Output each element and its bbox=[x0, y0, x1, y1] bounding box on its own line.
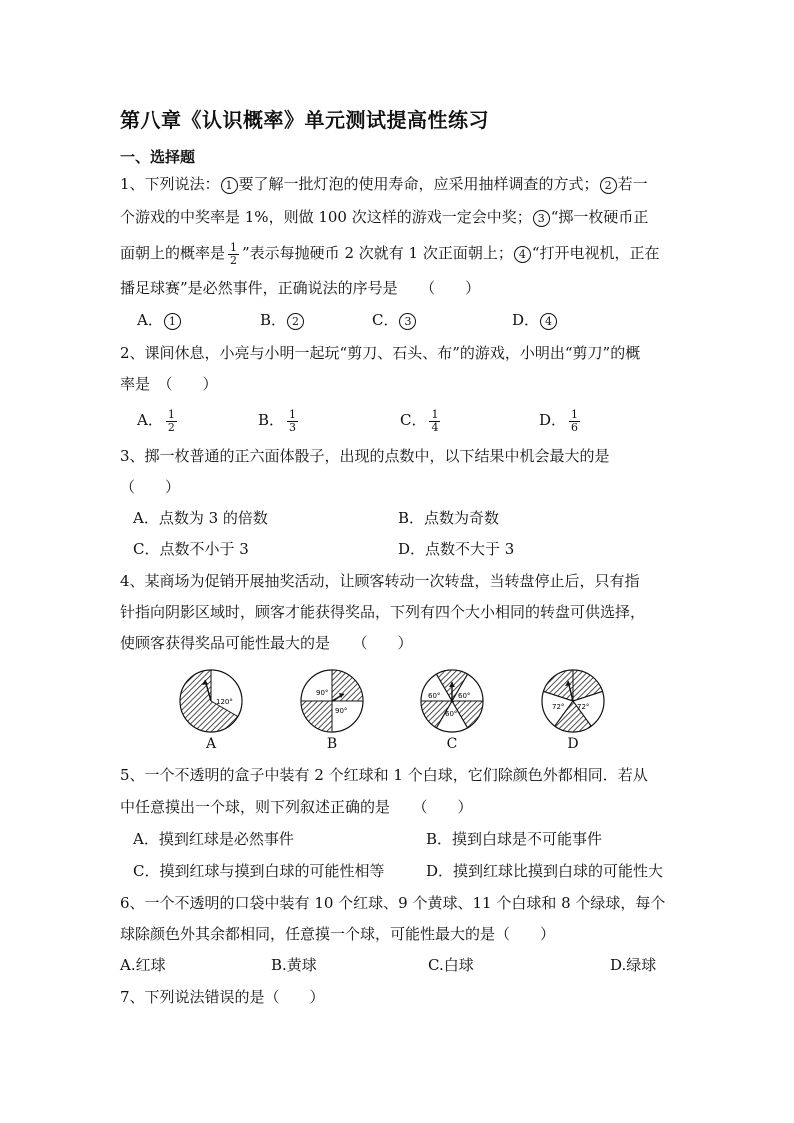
circled-number: 2 bbox=[600, 177, 617, 194]
q1-line-4: 播足球赛”是必然事件，正确说法的序号是 （ ） bbox=[120, 279, 481, 297]
q6-line-2: 球除颜色外其余都相同，任意摸一个球，可能性最大的是（ ） bbox=[120, 925, 556, 943]
q3-line-2: （ ） bbox=[120, 478, 181, 496]
fraction-numerator: 1 bbox=[230, 240, 238, 254]
q3-option-b: B．点数为奇数 bbox=[398, 509, 500, 527]
q4-line-1: 4、某商场为促销开展抽奖活动，让顾客转动一次转盘，当转盘停止后，只有指 bbox=[120, 572, 640, 590]
circled-number: 4 bbox=[514, 246, 531, 263]
option-label: C． bbox=[400, 411, 427, 429]
q1-text: 若一 bbox=[617, 175, 648, 193]
q5-option-b: B．摸到白球是不可能事件 bbox=[426, 830, 603, 848]
option-label: B． bbox=[260, 311, 287, 329]
q2-option-c bbox=[400, 404, 443, 436]
spinner-c-figure bbox=[419, 668, 485, 734]
fraction bbox=[429, 409, 440, 434]
q1-text: ”表示每抛硬币 2 次就有 1 次正面朝上； bbox=[242, 244, 513, 262]
spinner-label: D bbox=[567, 736, 579, 752]
q2-option-d bbox=[539, 404, 583, 436]
fraction-denominator: 3 bbox=[289, 420, 297, 434]
fraction-numerator: 1 bbox=[431, 407, 439, 421]
fraction bbox=[287, 409, 298, 434]
q5-line-1: 5、一个不透明的盒子中装有 2 个红球和 1 个白球，它们除颜色外都相同．若从 bbox=[120, 766, 648, 784]
q2-option-a bbox=[137, 404, 180, 436]
spinner-d-figure bbox=[540, 668, 606, 734]
option-label: D． bbox=[539, 411, 567, 429]
q1-text: “打开电视机，正在 bbox=[531, 244, 660, 262]
q3-option-d: D．点数不大于 3 bbox=[398, 540, 515, 558]
spinner-c bbox=[419, 668, 485, 752]
circled-number: 3 bbox=[399, 313, 416, 330]
q3-line-1: 3、掷一枚普通的正六面体骰子，出现的点数中，以下结果中机会最大的是 bbox=[120, 447, 610, 465]
angle-label: 60° bbox=[458, 692, 471, 700]
option-label: D． bbox=[512, 311, 540, 329]
q7-line-1: 7、下列说法错误的是（ ） bbox=[120, 988, 325, 1006]
q6-option-d: D.绿球 bbox=[610, 956, 657, 974]
circled-number: 1 bbox=[221, 177, 238, 194]
q1-line-1 bbox=[120, 174, 648, 194]
q5-option-d: D．摸到红球比摸到白球的可能性大 bbox=[426, 862, 664, 880]
fraction bbox=[228, 242, 239, 267]
spinner-b-figure bbox=[299, 668, 365, 734]
fraction-numerator: 1 bbox=[167, 407, 175, 421]
circled-number: 4 bbox=[540, 313, 557, 330]
q1-option-b bbox=[260, 310, 305, 330]
angle-label: 60° bbox=[428, 692, 441, 700]
q1-text: 个游戏的中奖率是 1%，则做 100 次这样的游戏一定会中奖； bbox=[120, 208, 532, 226]
q4-line-2: 针指向阴影区域时，顾客才能获得奖品，下列有四个大小相同的转盘可供选择， bbox=[120, 603, 646, 621]
angle-label: 60° bbox=[445, 710, 458, 718]
circled-number: 3 bbox=[533, 210, 550, 227]
spinner-label: C bbox=[446, 736, 458, 752]
page-title: 第八章《认识概率》单元测试提高性练习 bbox=[120, 108, 489, 132]
q1-text: 1、下列说法： bbox=[120, 175, 220, 193]
angle-label: 120° bbox=[216, 698, 233, 706]
fraction-denominator: 2 bbox=[230, 253, 238, 267]
angle-label: 90° bbox=[335, 707, 348, 715]
spinner-label: A bbox=[205, 736, 217, 752]
q5-line-2: 中任意摸出一个球，则下列叙述正确的是 （ ） bbox=[120, 798, 473, 816]
q1-text: 要了解一批灯泡的使用寿命，应采用抽样调查的方式； bbox=[238, 175, 599, 193]
circled-number: 2 bbox=[287, 313, 304, 330]
spinner-a-figure bbox=[178, 668, 244, 734]
circled-number: 1 bbox=[164, 313, 181, 330]
fraction-numerator: 1 bbox=[289, 407, 297, 421]
q3-option-c: C．点数不小于 3 bbox=[133, 540, 249, 558]
fraction-denominator: 2 bbox=[167, 420, 175, 434]
q6-option-c: C.白球 bbox=[428, 956, 474, 974]
q2-line-1: 2、课间休息，小亮与小明一起玩“剪刀、石头、布”的游戏，小明出“剪刀”的概 bbox=[120, 344, 641, 362]
angle-label: 72° bbox=[552, 703, 565, 711]
fraction-numerator: 1 bbox=[571, 407, 579, 421]
q1-text: “掷一枚硬币正 bbox=[550, 208, 649, 226]
spinner-d bbox=[540, 668, 606, 752]
q1-line-2 bbox=[120, 207, 648, 227]
option-label: A． bbox=[137, 411, 163, 429]
q3-option-a: A．点数为 3 的倍数 bbox=[133, 509, 268, 527]
section-heading: 一、选择题 bbox=[120, 148, 196, 166]
fraction-denominator: 6 bbox=[571, 420, 579, 434]
fraction bbox=[166, 409, 177, 434]
spinner-label: B bbox=[326, 736, 338, 752]
q5-option-a: A．摸到红球是必然事件 bbox=[133, 830, 294, 848]
option-label: B． bbox=[258, 411, 285, 429]
q6-option-a: A.红球 bbox=[120, 956, 166, 974]
q5-option-c: C．摸到红球与摸到白球的可能性相等 bbox=[133, 862, 385, 880]
fraction-denominator: 4 bbox=[431, 420, 439, 434]
angle-label: 72° bbox=[577, 703, 590, 711]
q6-line-1: 6、一个不透明的口袋中装有 10 个红球、9 个黄球、11 个白球和 8 个绿球，每个 bbox=[120, 894, 666, 912]
angle-label: 90° bbox=[316, 689, 329, 697]
q2-line-2: 率是 （ ） bbox=[120, 375, 218, 393]
q1-option-a bbox=[137, 310, 182, 330]
q6-option-b: B.黄球 bbox=[271, 956, 317, 974]
fraction bbox=[569, 409, 580, 434]
option-label: C． bbox=[372, 311, 399, 329]
q4-line-3: 使顾客获得奖品可能性最大的是 （ ） bbox=[120, 634, 413, 652]
q1-text: 面朝上的概率是 bbox=[120, 244, 226, 262]
q2-option-b bbox=[258, 404, 301, 436]
option-label: A． bbox=[137, 311, 163, 329]
q1-option-c bbox=[372, 310, 417, 330]
spinner-a bbox=[178, 668, 244, 752]
spinner-b bbox=[299, 668, 365, 752]
q1-option-d bbox=[512, 310, 558, 330]
q1-line-3 bbox=[120, 238, 660, 268]
